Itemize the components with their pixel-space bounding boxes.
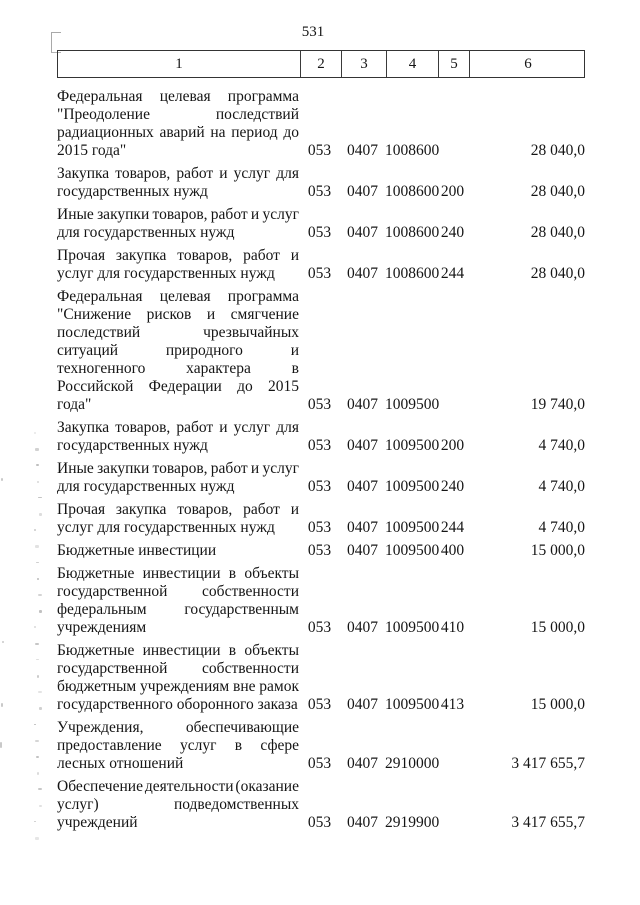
amount-cell: 28 040,0	[530, 183, 585, 200]
target-item-cell: 1009500	[385, 519, 440, 536]
program-name-cell	[57, 460, 299, 496]
table-row	[57, 206, 591, 242]
target-item-cell: 2910000	[385, 755, 440, 772]
scan-speck	[35, 448, 39, 451]
column-header-1: 1	[175, 55, 183, 72]
target-item-cell: 1008600	[385, 224, 440, 241]
program-name-line: услуг для государственных нужд	[57, 519, 275, 536]
scan-speck	[35, 740, 39, 743]
section-cell: 0407	[347, 696, 378, 713]
program-name-line: ситуаций природного и	[57, 342, 299, 359]
section-cell: 0407	[347, 478, 378, 495]
expense-type-cell: 410	[440, 619, 465, 636]
program-name-line: для государственных нужд	[57, 224, 235, 241]
scan-speck	[39, 707, 42, 710]
program-name-line: Закупка товаров, работ и услуг для	[57, 165, 299, 182]
section-cell: 0407	[347, 619, 378, 636]
expense-type-cell: 200	[440, 183, 465, 200]
program-name-line: Российской Федерации до 2015	[57, 378, 299, 395]
program-name-line: "Преодоление последствий	[57, 106, 299, 123]
scan-speck	[36, 464, 39, 466]
table-row	[57, 565, 591, 637]
scan-speck	[34, 724, 36, 726]
target-item-cell: 1009500	[385, 696, 440, 713]
target-item-cell: 1009500	[385, 396, 440, 413]
expense-type-cell: 200	[440, 437, 465, 454]
section-cell: 0407	[347, 183, 378, 200]
program-name-cell	[57, 542, 299, 560]
program-name-line: радиационных аварий на период до	[57, 124, 299, 141]
section-cell: 0407	[347, 519, 378, 536]
program-name-line: последствий чрезвычайных	[57, 324, 299, 341]
amount-cell: 19 740,0	[530, 396, 585, 413]
program-name-cell	[57, 419, 299, 455]
page-number: 531	[301, 24, 325, 40]
program-name-line: учреждений	[57, 814, 138, 831]
table-row	[57, 778, 591, 832]
program-name-line: "Снижение рисков и смягчение	[57, 306, 299, 323]
target-item-cell: 2919900	[385, 814, 440, 831]
amount-cell: 15 000,0	[530, 542, 585, 559]
scan-speck	[37, 675, 39, 678]
table-row	[57, 88, 591, 160]
target-item-cell: 1009500	[385, 478, 440, 495]
column-header-3: 3	[341, 51, 386, 77]
program-name-line: бюджетным учреждениям вне рамок	[57, 678, 299, 695]
expense-type-cell: 240	[440, 224, 465, 241]
table-row	[57, 419, 591, 455]
scan-speck	[2, 641, 4, 643]
scan-speck	[39, 610, 42, 613]
scan-speck	[36, 562, 39, 564]
scan-speck	[39, 805, 42, 808]
program-name-line: Учреждения, обеспечивающие	[57, 719, 299, 736]
scan-speck	[34, 821, 36, 823]
program-name-line: услуг для государственных нужд	[57, 265, 275, 282]
program-name-line: Бюджетные инвестиции в объекты	[57, 642, 299, 659]
amount-cell: 15 000,0	[530, 696, 585, 713]
scan-speck	[35, 643, 39, 646]
target-item-cell: 1009500	[385, 619, 440, 636]
program-name-line: услуг) подведомственных	[57, 796, 299, 813]
table-row	[57, 719, 591, 773]
amount-cell: 4 740,0	[538, 519, 585, 536]
table-row	[57, 460, 591, 496]
column-header-5: 5	[438, 51, 469, 77]
scan-speck	[34, 432, 36, 434]
scan-speck	[35, 545, 39, 548]
section-cell: 0407	[347, 224, 378, 241]
program-name-cell	[57, 88, 299, 160]
column-header-6: 6	[469, 51, 586, 77]
program-name-cell	[57, 206, 299, 242]
scan-speck	[34, 529, 36, 531]
scan-speck	[36, 756, 39, 758]
target-item-cell: 1008600	[385, 142, 440, 159]
program-name-cell	[57, 165, 299, 201]
amount-cell: 3 417 655,7	[511, 814, 585, 831]
program-name-line: Иные закупки товаров, работ и услуг	[57, 460, 299, 477]
section-cell: 0407	[347, 437, 378, 454]
section-cell: 0407	[347, 755, 378, 772]
scan-speck	[37, 578, 39, 581]
scan-speck	[0, 742, 2, 748]
scan-speck	[36, 659, 39, 661]
amount-cell: 3 417 655,7	[511, 755, 585, 772]
program-name-line: Федеральная целевая программа	[57, 288, 299, 305]
chapter-cell: 053	[307, 478, 332, 495]
program-name-cell	[57, 778, 299, 832]
program-name-line: федеральным государственным	[57, 601, 299, 618]
table-row	[57, 165, 591, 201]
chapter-cell: 053	[307, 755, 332, 772]
program-name-line: государственной собственности	[57, 660, 299, 677]
chapter-cell: 053	[307, 224, 332, 241]
section-cell: 0407	[347, 142, 378, 159]
program-name-line: Бюджетные инвестиции в объекты	[57, 565, 299, 582]
chapter-cell: 053	[307, 519, 332, 536]
expense-type-cell: 400	[440, 542, 465, 559]
program-name-line: государственного оборонного заказа	[57, 696, 298, 713]
target-item-cell: 1009500	[385, 542, 440, 559]
program-name-line: Федеральная целевая программа	[57, 88, 299, 105]
expense-type-cell: 413	[440, 696, 465, 713]
program-name-line: государственных нужд	[57, 183, 208, 200]
scan-speck	[37, 481, 39, 484]
program-name-line: Иные закупки товаров, работ и услуг	[57, 206, 299, 223]
table-row	[57, 288, 591, 414]
chapter-cell: 053	[307, 437, 332, 454]
table-row	[57, 542, 591, 560]
section-cell: 0407	[347, 396, 378, 413]
chapter-cell: 053	[307, 814, 332, 831]
table-row	[57, 247, 591, 283]
target-item-cell: 1008600	[385, 183, 440, 200]
chapter-cell: 053	[307, 696, 332, 713]
chapter-cell: 053	[307, 265, 332, 282]
program-name-line: техногенного характера в	[57, 360, 299, 377]
column-header-2: 2	[300, 51, 341, 77]
expense-type-cell: 244	[440, 265, 465, 282]
scan-speck	[38, 497, 42, 499]
program-name-line: лесных отношений	[57, 755, 184, 772]
program-name-line: учреждениям	[57, 619, 147, 636]
expense-type-cell: 244	[440, 519, 465, 536]
table-row	[57, 501, 591, 537]
program-name-line: Прочая закупка товаров, работ и	[57, 247, 299, 264]
table-header-row	[57, 50, 585, 78]
scan-speck	[34, 626, 36, 628]
section-cell: 0407	[347, 814, 378, 831]
scan-speck	[37, 772, 39, 775]
program-name-line: Прочая закупка товаров, работ и	[57, 501, 299, 518]
program-name-line: государственной собственности	[57, 583, 299, 600]
program-name-cell	[57, 288, 299, 414]
program-name-line: Бюджетные инвестиции	[57, 542, 217, 559]
table-body	[57, 88, 591, 837]
program-name-cell	[57, 565, 299, 637]
program-name-line: 2015 года"	[57, 142, 127, 159]
scan-speck	[39, 513, 42, 516]
target-item-cell: 1009500	[385, 437, 440, 454]
scan-speck	[38, 691, 42, 693]
amount-cell: 4 740,0	[538, 437, 585, 454]
scan-speck	[38, 594, 42, 596]
chapter-cell: 053	[307, 396, 332, 413]
chapter-cell: 053	[307, 142, 332, 159]
scan-speck	[38, 788, 42, 790]
amount-cell: 4 740,0	[538, 478, 585, 495]
program-name-line: Обеспечение деятельности (оказание	[57, 778, 299, 795]
scan-speck	[1, 703, 3, 707]
scan-speck	[1, 478, 3, 481]
chapter-cell: 053	[307, 619, 332, 636]
amount-cell: 28 040,0	[530, 224, 585, 241]
chapter-cell: 053	[307, 542, 332, 559]
program-name-cell	[57, 247, 299, 283]
section-cell: 0407	[347, 542, 378, 559]
amount-cell: 28 040,0	[530, 142, 585, 159]
scan-speck	[35, 837, 39, 840]
program-name-line: государственных нужд	[57, 437, 208, 454]
program-name-cell	[57, 642, 299, 714]
column-header-4: 4	[386, 51, 438, 77]
table-row	[57, 642, 591, 714]
amount-cell: 28 040,0	[530, 265, 585, 282]
target-item-cell: 1008600	[385, 265, 440, 282]
program-name-line: Закупка товаров, работ и услуг для	[57, 419, 299, 436]
program-name-line: для государственных нужд	[57, 478, 235, 495]
chapter-cell: 053	[307, 183, 332, 200]
section-cell: 0407	[347, 265, 378, 282]
amount-cell: 15 000,0	[530, 619, 585, 636]
program-name-line: года"	[57, 396, 92, 413]
expense-type-cell: 240	[440, 478, 465, 495]
program-name-cell	[57, 501, 299, 537]
program-name-cell	[57, 719, 299, 773]
program-name-line: предоставление услуг в сфере	[57, 737, 299, 754]
